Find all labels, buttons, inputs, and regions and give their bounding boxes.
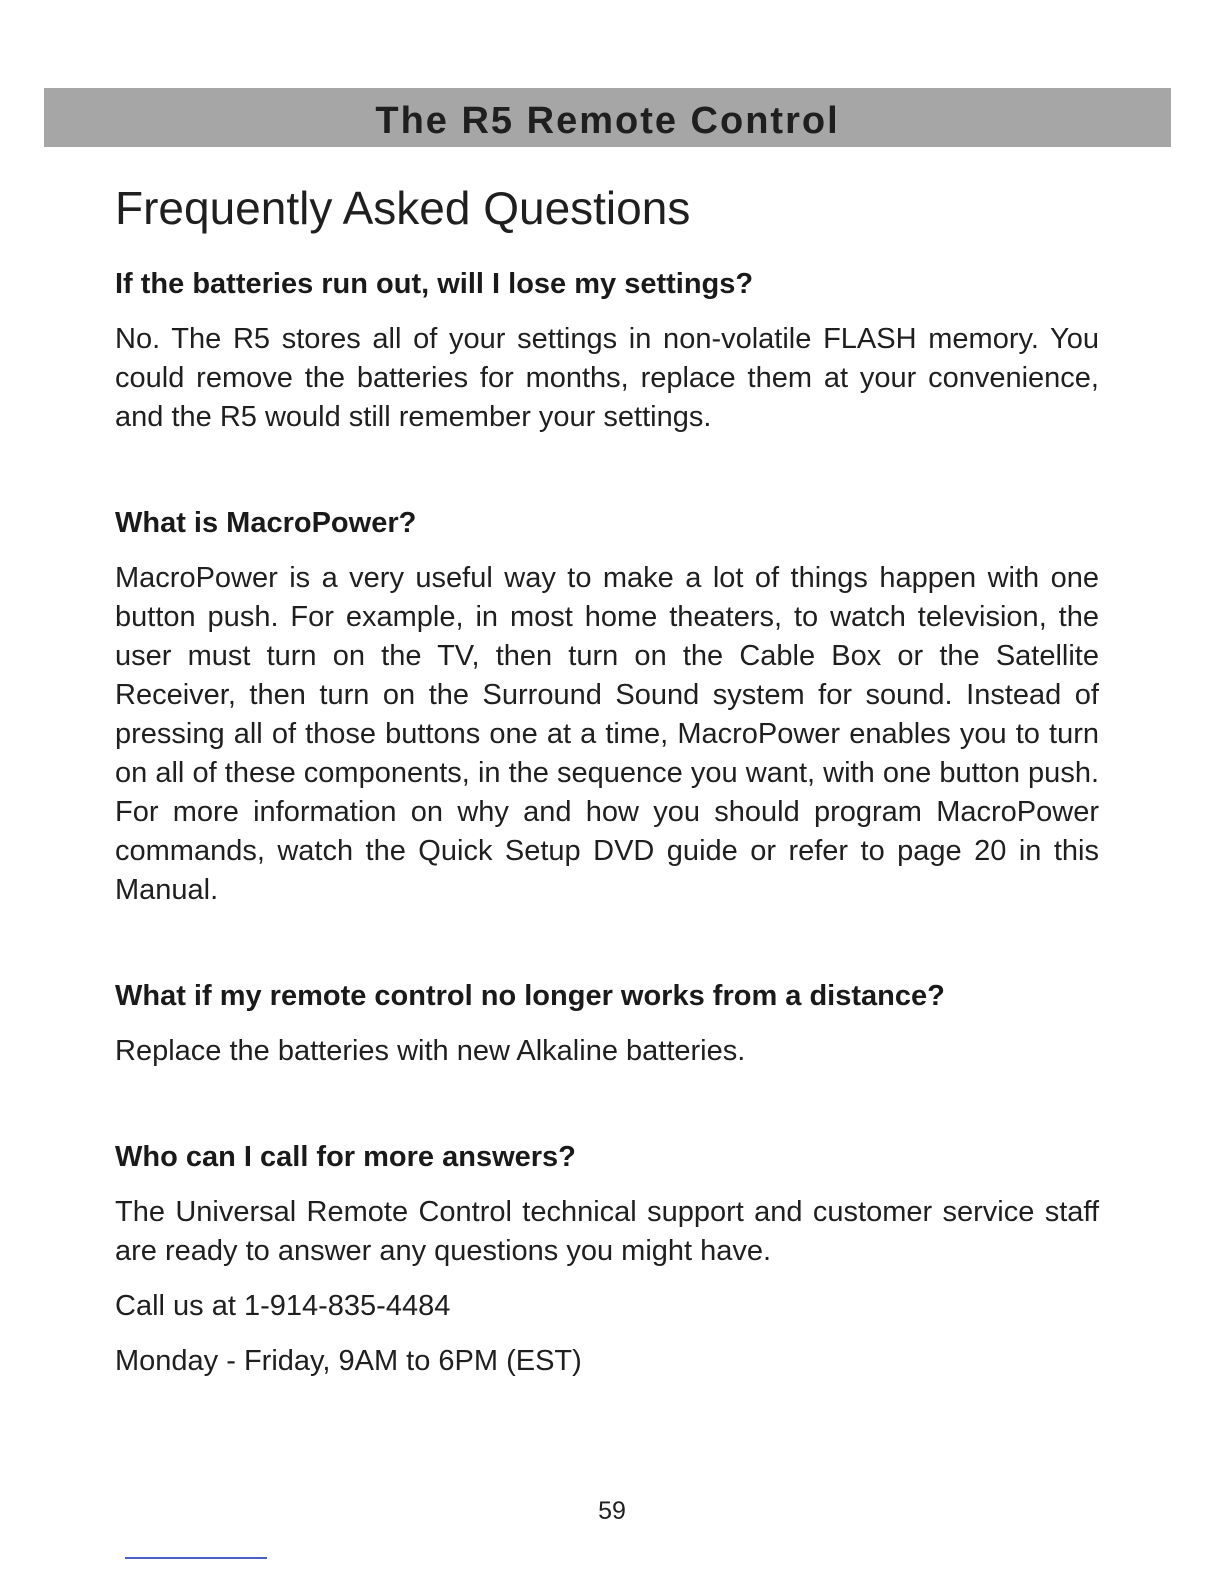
faq-answer: Replace the batteries with new Alkaline batteries. — [115, 1035, 746, 1067]
faq-item-batteries — [115, 266, 1099, 437]
section-header-title: The R5 Remote Control — [375, 100, 840, 142]
faq-question: Who can I call for more answers? — [115, 1141, 576, 1173]
faq-question: If the batteries run out, will I lose my settings? — [115, 268, 754, 300]
page-title: Frequently Asked Questions — [115, 182, 691, 234]
faq-question: What if my remote control no longer works from a distance? — [115, 980, 945, 1012]
section-header-bar — [44, 88, 1171, 147]
support-phone: Call us at 1-914-835-4484 — [115, 1290, 451, 1322]
faq-item-distance — [115, 978, 1099, 1071]
page-number: 59 — [598, 1497, 626, 1525]
faq-item-macropower — [115, 505, 1099, 910]
page-content — [115, 180, 1099, 1397]
footer-rule — [125, 1557, 267, 1559]
faq-answer: No. The R5 stores all of your settings in non-volatile FLASH memory. You could remove the batteries for months, replace them at your convenience, and the R5 would still remember your settings. — [115, 323, 1099, 433]
faq-answer: The Universal Remote Control technical support and customer service staff are ready to answer any questions you might have. — [115, 1196, 1099, 1267]
faq-question: What is MacroPower? — [115, 507, 417, 539]
faq-answer: MacroPower is a very useful way to make a lot of things happen with one button push. For example, in most home theaters, to watch television, the user must turn on the TV, then turn on the Cable Box or the Satellite Receiver, then turn on the Surround Sound system for sound. Instead of pressing all of those buttons one at a time, MacroPower enables you to turn on all of these components, in the sequence you want, with one button push. For more information on why and how you should program MacroPower commands, watch the Quick Setup DVD guide or refer to page 20 in this Manual. — [115, 562, 1099, 906]
faq-item-contact — [115, 1139, 1099, 1381]
support-hours: Monday - Friday, 9AM to 6PM (EST) — [115, 1345, 582, 1377]
